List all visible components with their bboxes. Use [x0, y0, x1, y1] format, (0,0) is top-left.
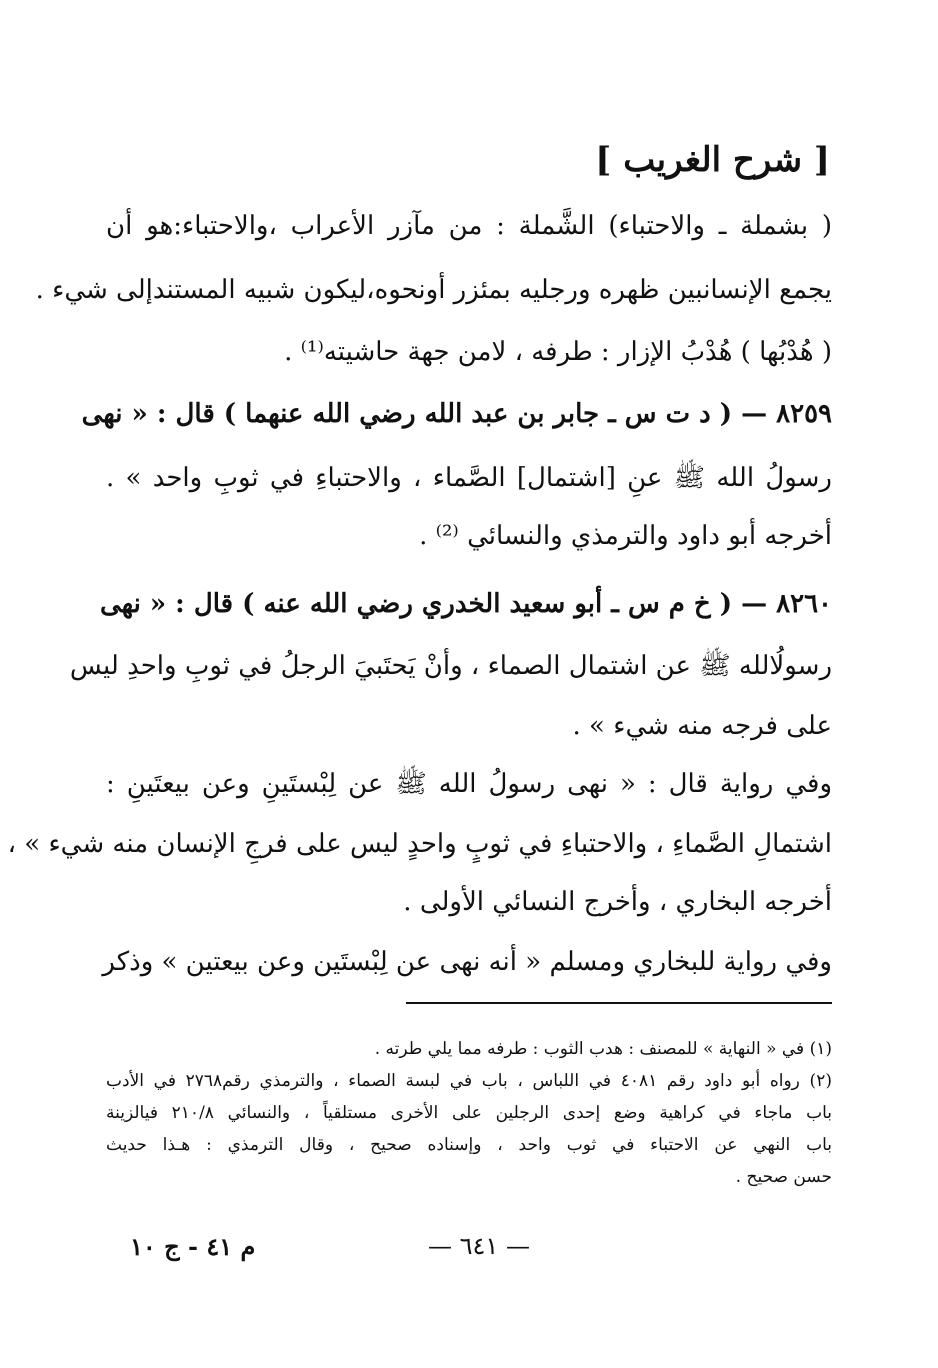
hadith-8260-line-1: ٨٢٦٠ — ( خ م س ـ أبو سعيد الخدري رضي الله عنه ) قال : « نهى [99, 589, 832, 619]
hadith-8260-line-2: رسولُالله ﷺ عن اشتمال الصماء ، وأنْ يَحتَبيَ الرجلُ في ثوبِ واحدِ ليس [69, 651, 832, 681]
hadith-8259-line-2: رسولُ الله ﷺ عنِ [اشتمال] الصَّماء ، والاحتباءِ في ثوبِ واحد » . [106, 463, 832, 493]
glossary-line-2: يجمع الإنسانبين ظهره ورجليه بمئزر أونحوه،ليكون شبيه المستندإلى شيء . [35, 275, 832, 305]
footnote-2-line-3: باب النهي عن الاحتباء في ثوب واحد ، وإسناده صحيح ، وقال الترمذي : هـذا حديث [106, 1135, 832, 1155]
riwaya-1-line-3: أخرجه البخاري ، وأخرج النسائي الأولى . [403, 887, 832, 917]
footnote-1: (١) في « النهاية » للمصنف : هدب الثوب : طرفه مما يلي طرته . [374, 1039, 832, 1059]
glossary-line-1: ( بشملة ـ والاحتباء) الشَّملة : من مآزر الأعراب ،والاحتباء:هو أن [106, 211, 832, 241]
footnote-divider [406, 1002, 832, 1004]
footnote-2-line-4: حسن صحيح . [735, 1167, 832, 1187]
signature-mark: م ٤١ - ج ١٠ [130, 1232, 256, 1261]
section-heading: [ شرح الغريب ] [595, 140, 830, 180]
footnote-2-line-1: (٢) رواه أبو داود رقم ٤٠٨١ في اللباس ، باب في لبسة الصماء ، والترمذي رقم٢٧٦٨ في الأدب [106, 1071, 832, 1091]
hadith-8260-line-3: على فرجه منه شيء » . [572, 711, 832, 741]
hadith-8259-line-1: ٨٢٥٩ — ( د ت س ـ جابر بن عبد الله رضي الله عنهما ) قال : « نهى [81, 399, 832, 429]
footnote-2-line-2: باب ماجاء في كراهية وضع إحدى الرجلين على الأخرى مستلقياً ، والنسائي ٢١٠/٨ فيالزينة [106, 1103, 832, 1123]
riwaya-1-line-1: وفي رواية قال : « نهى رسولُ الله ﷺ عن لِبْستَينِ وعن بيعتَينِ : [106, 769, 832, 799]
hadith-8259-line-3: أخرجه أبو داود والترمذي والنسائي ⁽²⁾ . [419, 521, 832, 551]
riwaya-1-line-2: اشتمالِ الصَّماءِ ، والاحتباءِ في ثوبٍ واحدٍ ليس على فرجِ الإنسان منه شيء » ، [7, 829, 832, 859]
riwaya-2-line: وفي رواية للبخاري ومسلم « أنه نهى عن لِبْستَين وعن بيعتين » وذكر [102, 947, 832, 977]
page-number: — ٦٤١ — [428, 1232, 530, 1260]
glossary-line-3: ( هُدْبُها ) هُدْبُ الإزار : طرفه ، لامن جهة حاشيته⁽¹⁾ . [284, 337, 832, 367]
